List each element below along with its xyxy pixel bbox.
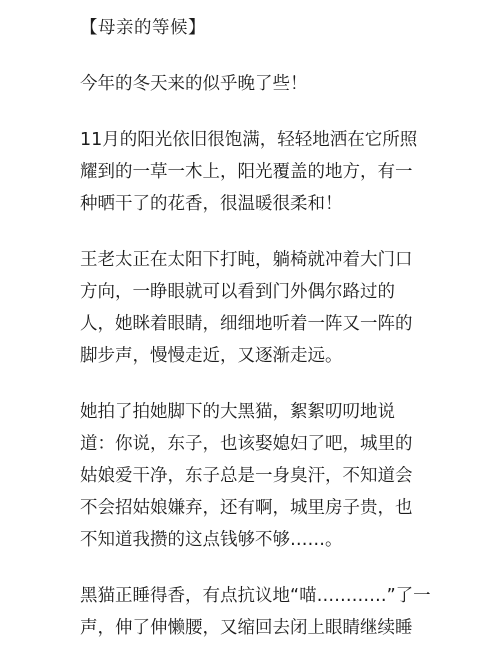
paragraph-2-line-1: 11月的阳光依旧很饱满，轻轻地洒在它所照 (80, 130, 418, 150)
paragraph-2-line-3: 种晒干了的花香，很温暖很柔和！ (80, 194, 343, 214)
paragraph-4-line-4: 不会招姑娘嫌弃，还有啊，城里房子贵，也 (80, 498, 413, 518)
article-body (80, 12, 431, 644)
article-title: 【母亲的等候】 (80, 18, 206, 38)
paragraph-3-line-4: 脚步声，慢慢走近，又逐渐走远。 (80, 346, 343, 366)
paragraph-gap (80, 556, 425, 580)
paragraph-3-line-1: 王老太正在太阳下打盹，躺椅就冲着大门口 (80, 250, 413, 270)
paragraph-5-line-2: 声，伸了伸懒腰，又缩回去闭上眼睛继续睡 (80, 618, 413, 638)
paragraph-gap (80, 44, 425, 68)
paragraph-4-line-5: 不知道我攒的这点钱够不够……。 (80, 530, 343, 550)
paragraph-3-line-3: 人，她眯着眼睛，细细地听着一阵又一阵的 (80, 314, 413, 334)
paragraph-4-line-2: 道：你说，东子，也该娶媳妇了吧，城里的 (80, 434, 413, 454)
paragraph-gap (80, 100, 425, 124)
paragraph-5-line-1: 黑猫正睡得香，有点抗议地“喵…………”了一 (80, 586, 431, 606)
paragraph-3-line-2: 方向，一睁眼就可以看到门外偶尔路过的 (80, 282, 395, 302)
paragraph-2-line-2: 耀到的一草一木上，阳光覆盖的地方，有一 (80, 162, 413, 182)
paragraph-4-line-3: 姑娘爱干净，东子总是一身臭汗，不知道会 (80, 466, 413, 486)
paragraph-gap (80, 220, 425, 244)
paragraph-4-line-1: 她拍了拍她脚下的大黑猫，絮絮叨叨地说 (80, 402, 395, 422)
paragraph-1-line-1: 今年的冬天来的似乎晚了些！ (80, 74, 308, 94)
paragraph-gap (80, 372, 425, 396)
